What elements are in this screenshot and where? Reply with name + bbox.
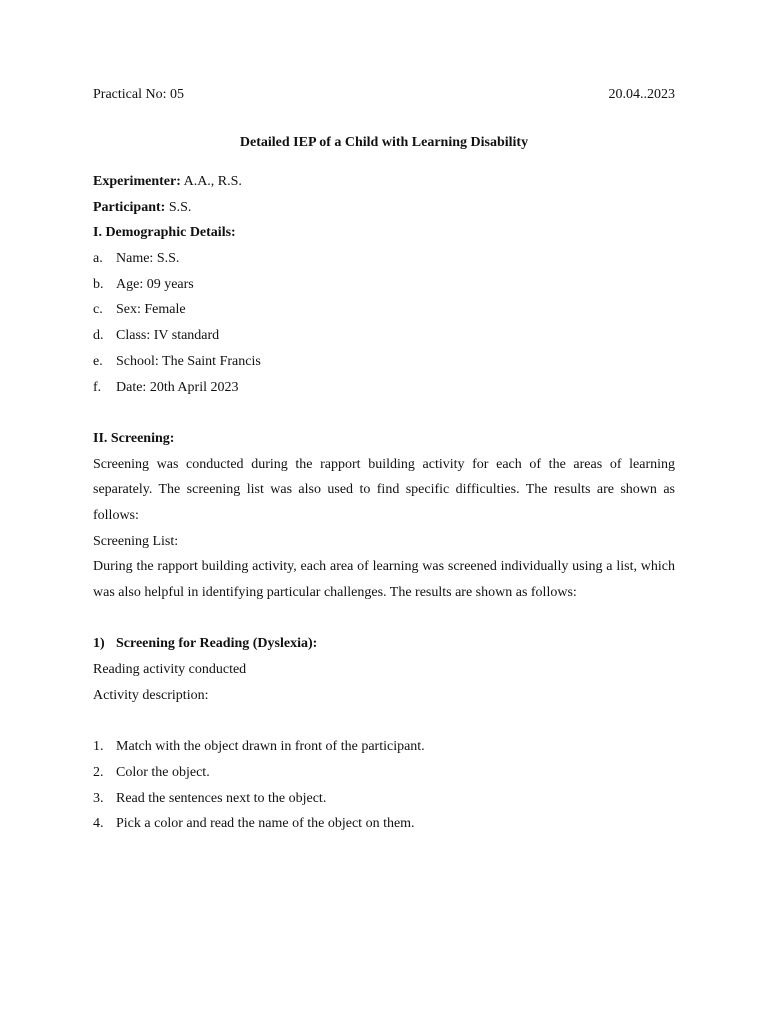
list-item <box>93 323 675 349</box>
list-item-text: Color the object. <box>116 764 210 780</box>
section-marker: 1) <box>93 636 105 652</box>
list-item <box>93 760 675 786</box>
list-marker: c. <box>93 302 103 318</box>
blank-line <box>93 606 675 632</box>
blank-line <box>93 709 675 735</box>
screening-heading: II. Screening: <box>93 430 175 446</box>
list-marker: 4. <box>93 816 104 832</box>
practical-number: Practical No: 05 <box>93 87 184 102</box>
list-item <box>93 811 675 837</box>
experimenter-label: Experimenter: <box>93 174 181 189</box>
list-item-text: School: The Saint Francis <box>116 353 261 369</box>
list-item-text: Sex: Female <box>116 302 186 318</box>
list-marker: 2. <box>93 764 104 780</box>
document-page <box>93 86 675 837</box>
list-item <box>93 349 675 375</box>
list-item-text: Name: S.S. <box>116 251 180 267</box>
blank-line <box>93 400 675 426</box>
list-item <box>93 375 675 401</box>
document-title: Detailed IEP of a Child with Learning Disability <box>239 135 529 150</box>
screening-paragraph: Screening was conducted during the rapport building activity for each of the areas of learning separately. The screening list was also used to find specific difficulties. The results are shown as follows: <box>93 456 675 523</box>
list-item <box>93 272 675 298</box>
list-item <box>93 786 675 812</box>
list-marker: 1. <box>93 739 104 755</box>
demographic-heading: I. Demographic Details: <box>93 225 236 241</box>
list-marker: 3. <box>93 790 104 806</box>
list-item <box>93 246 675 272</box>
demographic-list <box>93 246 675 400</box>
list-item-text: Match with the object drawn in front of the participant. <box>116 739 425 755</box>
list-item <box>93 297 675 323</box>
experimenter-value: A.A., R.S. <box>180 174 242 189</box>
participant-value: S.S. <box>165 199 192 215</box>
reading-activity: Reading activity conducted <box>93 662 247 678</box>
list-item-text: Pick a color and read the name of the object on them. <box>116 816 415 832</box>
document-date: 20.04..2023 <box>608 87 675 102</box>
list-marker: e. <box>93 353 103 369</box>
screening-paragraph-2: During the rapport building activity, each area of learning was screened individually using a list, which was also helpful in identifying particular challenges. The results are shown as follows: <box>93 559 675 601</box>
list-marker: a. <box>93 251 103 267</box>
screening-list-label: Screening List: <box>93 533 179 549</box>
list-item-text: Date: 20th April 2023 <box>116 379 239 395</box>
list-item-text: Age: 09 years <box>116 276 194 292</box>
list-item-text: Class: IV standard <box>116 328 220 344</box>
list-marker: b. <box>93 276 104 292</box>
reading-heading-text: Screening for Reading (Dyslexia): <box>116 636 318 652</box>
list-item <box>93 734 675 760</box>
activity-description-label: Activity description: <box>93 687 209 703</box>
experimenter-line <box>93 169 675 195</box>
list-marker: d. <box>93 328 104 344</box>
page-header <box>93 86 675 104</box>
participant-label: Participant: <box>93 199 166 215</box>
participant-line <box>93 195 675 221</box>
list-marker: f. <box>93 379 102 395</box>
reading-heading <box>93 631 675 657</box>
list-item-text: Read the sentences next to the object. <box>116 790 327 806</box>
activity-steps-list <box>93 734 675 837</box>
